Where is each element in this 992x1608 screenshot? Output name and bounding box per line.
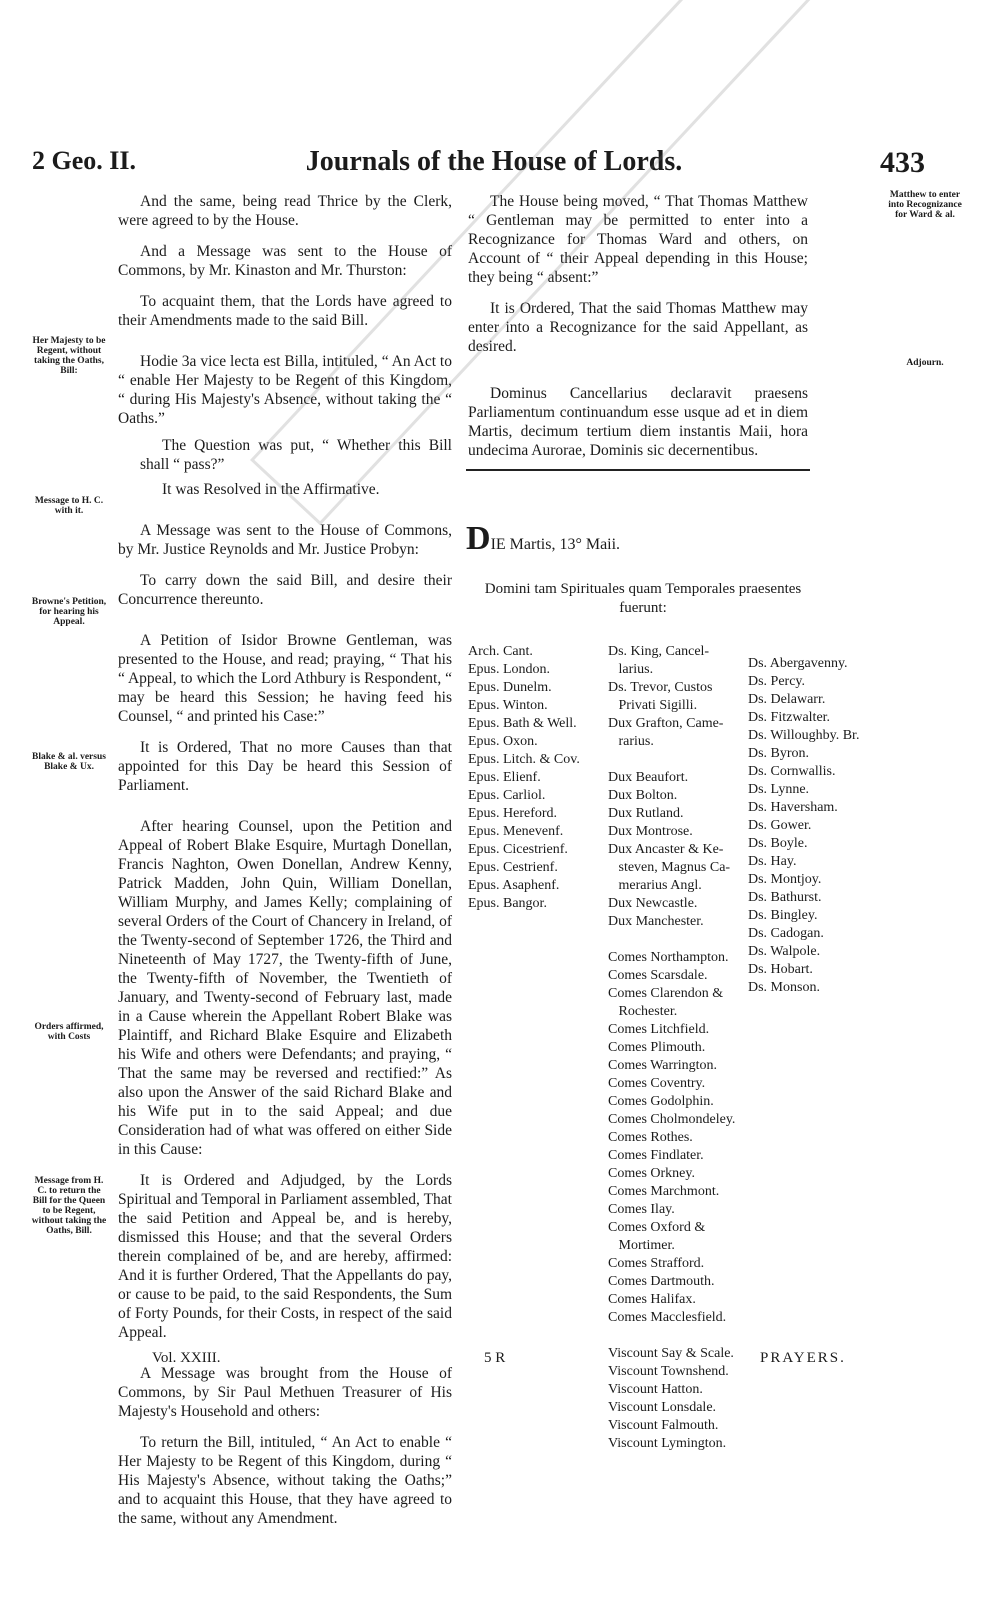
list-item: Epus. Dunelm. [468, 680, 552, 695]
list-item [608, 931, 735, 949]
list-item: Dux Grafton, Came- [608, 716, 724, 731]
list-item: steven, Magnus Ca- [608, 860, 731, 875]
margin-note-blake: Blake & al. versus Blake & Ux. [32, 752, 106, 772]
list-item: Epus. Oxon. [468, 734, 538, 749]
list-item: Comes Macclesfield. [608, 1310, 727, 1325]
attendance-list-spiritual [468, 643, 580, 913]
list-item: Epus. Menevenf. [468, 824, 564, 839]
list-item: Dux Beaufort. [608, 770, 689, 785]
list-item: Ds. Cadogan. [748, 926, 824, 941]
volume-label: Vol. XXIII. [152, 1350, 221, 1366]
paragraph: And the same, being read Thrice by the Clerk, were agreed to by the House. [118, 193, 452, 229]
list-item: Comes Strafford. [608, 1256, 705, 1271]
list-item: Ds. King, Cancel- [608, 644, 710, 659]
list-item: Epus. Winton. [468, 698, 548, 713]
paragraph: It is Ordered and Adjudged, by the Lords Spiritual and Temporal in Parliament assembled, That the said Petition and Appeal be, and is hereby, dismissed this House; and that the several Orders therein complained of be, and are hereby, affirmed: And it is further Ordered, That the Appellants do pay, or cause to be paid, to the said Respondents, the Sum of Forty Pounds, for their Costs, in respect of the said Appeal. [118, 1172, 452, 1341]
paragraph: The House being moved, “ That Thomas Matthew “ Gentleman may be permitted to enter into a Recognizance for Thomas Ward and others, on Account of “ their Appeal depending in this House; they being “ absent:” [468, 193, 808, 286]
attendance-list-temporal [608, 643, 735, 1453]
list-item: Dux Rutland. [608, 806, 684, 821]
list-item: Dux Montrose. [608, 824, 693, 839]
drop-cap: D [466, 520, 491, 557]
list-item: Comes Scarsdale. [608, 968, 708, 983]
list-item: Dux Bolton. [608, 788, 678, 803]
list-item: Dux Ancaster & Ke- [608, 842, 724, 857]
paragraph: It is Ordered, That no more Causes than that appointed for this Day be heard this Session of Parliament. [118, 739, 452, 794]
list-item: Comes Clarendon & [608, 986, 724, 1001]
domini-line: Domini tam Spirituales quam Temporales praesentes fuerunt: [484, 581, 802, 616]
list-item: Comes Oxford & [608, 1220, 706, 1235]
list-item: rarius. [608, 734, 654, 749]
day-heading-text: IE Martis, 13° Maii. [490, 536, 621, 553]
margin-note-adjourn: Adjourn. [906, 358, 944, 368]
list-item: Viscount Townshend. [608, 1364, 729, 1379]
list-item: Comes Litchfield. [608, 1022, 710, 1037]
margin-note-regent-bill: Her Majesty to be Regent, without taking the Oaths, Bill: [32, 336, 106, 376]
list-item: Epus. Hereford. [468, 806, 558, 821]
right-column [468, 192, 808, 472]
list-item: Ds. Percy. [748, 674, 806, 689]
list-item: Comes Godolphin. [608, 1094, 714, 1109]
list-item: Mortimer. [608, 1238, 675, 1253]
paragraph: To acquaint them, that the Lords have agreed to their Amendments made to the said Bill. [118, 293, 452, 329]
list-item: Ds. Bathurst. [748, 890, 822, 905]
list-item: Comes Northampton. [608, 950, 729, 965]
list-item: Comes Findlater. [608, 1148, 704, 1163]
list-item: Dux Newcastle. [608, 896, 698, 911]
list-item: Ds. Gower. [748, 818, 812, 833]
list-item: Arch. Cant. [468, 644, 533, 659]
list-item: Ds. Willoughby. Br. [748, 728, 860, 743]
list-item: Ds. Trevor, Custos [608, 680, 713, 695]
paragraph: A Petition of Isidor Browne Gentleman, was presented to the House, and read; praying, “ That his “ Appeal, to which the Lord Athbury is Respondent, “ may be heard this Session; he having feed his Counsel, “ and printed his Case:” [118, 632, 452, 725]
margin-note-message-from: Message from H. C. to return the Bill for the Queen to be Regent, without taking the Oaths, Bill. [31, 1176, 107, 1236]
list-item: Comes Warrington. [608, 1058, 718, 1073]
list-item: Epus. Cestrienf. [468, 860, 558, 875]
list-item: Comes Marchmont. [608, 1184, 720, 1199]
margin-note-matthew: Matthew to enter into Recognizance for Ward & al. [888, 190, 962, 220]
attendance-list-barons [748, 655, 859, 997]
day-heading [466, 520, 620, 558]
page-number: 433 [880, 146, 925, 179]
list-item: Ds. Monson. [748, 980, 820, 995]
list-item: Comes Rothes. [608, 1130, 693, 1145]
paragraph: A Message was sent to the House of Commons, by Mr. Justice Reynolds and Mr. Justice Probyn: [118, 522, 452, 558]
paragraph: After hearing Counsel, upon the Petition and Appeal of Robert Blake Esquire, Murtagh Donellan, Francis Naghton, Owen Donellan, Andrew Kenny, Patrick Madden, John Quin, William Donellan, William Murphy, and James Kelly; complaining of several Orders of the Court of Chancery in Ireland, of the Twenty-second of September 1726, the Third and Nineteenth of May 1727, the Twenty-fifth of June, the Twenty-fifth of November, the Twentieth of January, and Twenty-second of February last, made in a Cause wherein the Appellant Robert Blake was Plaintiff, and Richard Blake Esquire and Elizabeth his Wife and others were Defendants; and praying, “ That the same may be reversed and rectified:” As also upon the Answer of the said Richard Blake and his Wife put in to the said Appeal; and due Consideration had of what was offered on either Side in this Cause: [118, 818, 452, 1158]
paragraph: To carry down the said Bill, and desire their Concurrence thereunto. [118, 572, 452, 608]
list-item: Ds. Walpole. [748, 944, 821, 959]
list-item: Ds. Bingley. [748, 908, 818, 923]
list-item: Epus. London. [468, 662, 551, 677]
list-item: Epus. Cicestrienf. [468, 842, 568, 857]
paragraph: Hodie 3a vice lecta est Billa, intituled, “ An Act to “ enable Her Majesty to be Regent of this Kingdom, “ during His Majesty's Absence, without taking the “ Oaths.” [118, 353, 452, 427]
list-item: Comes Dartmouth. [608, 1274, 715, 1289]
margin-note-orders: Orders affirmed, with Costs [34, 1022, 104, 1042]
paragraph: To return the Bill, intituled, “ An Act to enable “ Her Majesty to be Regent of this Kingdom, during “ His Majesty's Absence, without taking the Oaths;” and to acquaint this House, that they have agreed to the same, without any Amendment. [118, 1434, 452, 1527]
list-item: Epus. Carliol. [468, 788, 546, 803]
section-rule [466, 469, 810, 471]
list-item: merarius Angl. [608, 878, 702, 893]
list-item: Comes Coventry. [608, 1076, 706, 1091]
signature-mark: 5 R [484, 1350, 506, 1366]
paragraph: It was Resolved in the Affirmative. [162, 481, 380, 498]
list-item: Dux Manchester. [608, 914, 704, 929]
paragraph: The Question was put, “ Whether this Bill shall “ pass?” [140, 437, 452, 473]
list-item: Ds. Hay. [748, 854, 797, 869]
list-item: Comes Orkney. [608, 1166, 695, 1181]
list-item: Comes Plimouth. [608, 1040, 706, 1055]
margin-note-browne: Browne's Petition, for hearing his Appeal. [31, 597, 107, 627]
list-item: Epus. Bangor. [468, 896, 547, 911]
list-item: Epus. Bath & Well. [468, 716, 577, 731]
list-item: Viscount Lymington. [608, 1436, 727, 1451]
list-item: Epus. Litch. & Cov. [468, 752, 580, 767]
list-item: Ds. Cornwallis. [748, 764, 836, 779]
running-head-left: 2 Geo. II. [32, 146, 136, 175]
list-item: Viscount Falmouth. [608, 1418, 719, 1433]
paragraph: And a Message was sent to the House of Commons, by Mr. Kinaston and Mr. Thurston: [118, 243, 452, 279]
list-item: Comes Halifax. [608, 1292, 696, 1307]
list-item: Ds. Delawarr. [748, 692, 826, 707]
list-item: Comes Cholmondeley. [608, 1112, 736, 1127]
list-item: Viscount Lonsdale. [608, 1400, 717, 1415]
list-item [608, 1327, 735, 1345]
paragraph: A Message was brought from the House of Commons, by Sir Paul Methuen Treasurer of His Majesty's Household and others: [118, 1365, 452, 1420]
list-item: Ds. Boyle. [748, 836, 808, 851]
list-item: Epus. Asaphenf. [468, 878, 560, 893]
paragraph: It is Ordered, That the said Thomas Matthew may enter into a Recognizance for the said Appellant, as desired. [468, 300, 808, 355]
list-item: Viscount Hatton. [608, 1382, 703, 1397]
list-item: Ds. Lynne. [748, 782, 810, 797]
page-title: Journals of the House of Lords. [305, 146, 683, 177]
paragraph: Dominus Cancellarius declaravit praesens Parliamentum continuandum esse usque ad et in diem Martis, decimum tertium diem instantis Maii, hora undecima Aurorae, Dominis sic decernentibus. [468, 385, 808, 459]
list-item: Ds. Hobart. [748, 962, 813, 977]
list-item: Ds. Haversham. [748, 800, 838, 815]
list-item [608, 751, 735, 769]
list-item: Epus. Elienf. [468, 770, 541, 785]
list-item: Viscount Say & Scale. [608, 1346, 734, 1361]
list-item: Ds. Montjoy. [748, 872, 822, 887]
margin-note-message-hc: Message to H. C. with it. [34, 496, 104, 516]
list-item: Comes Ilay. [608, 1202, 675, 1217]
list-item: larius. [608, 662, 654, 677]
list-item: Ds. Byron. [748, 746, 810, 761]
list-item: Ds. Fitzwalter. [748, 710, 831, 725]
list-item: Ds. Abergavenny. [748, 656, 848, 671]
list-item: Privati Sigilli. [608, 698, 698, 713]
list-item: Rochester. [608, 1004, 678, 1019]
left-column [118, 192, 452, 1540]
catchword: PRAYERS. [760, 1350, 846, 1366]
